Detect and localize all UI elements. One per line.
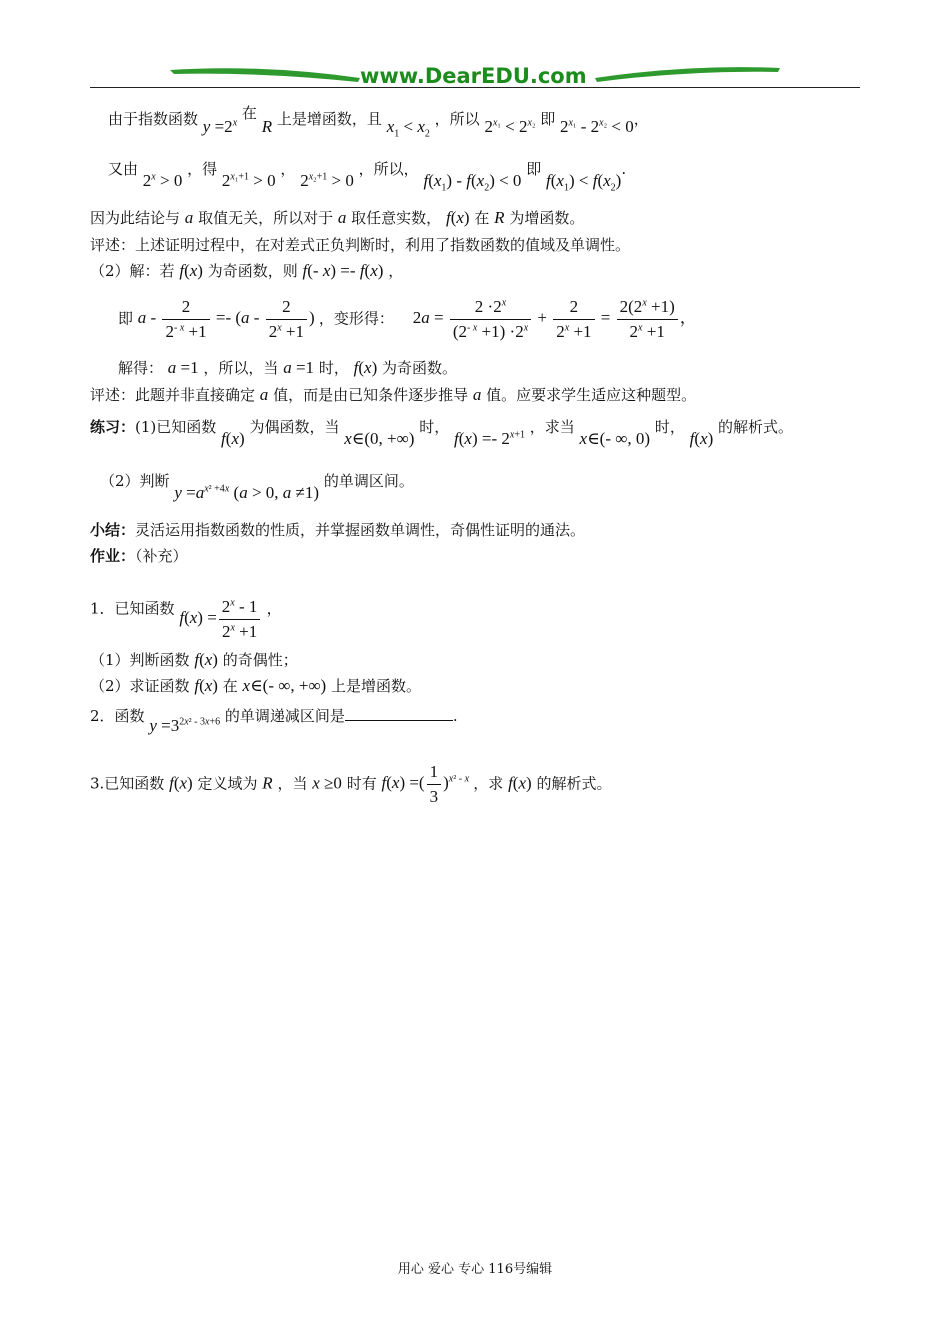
math-y-eq-3-pow: $y =3^{2x^2 - 3x+6}$ (149, 716, 221, 735)
math-odd-def: f(- x) =- f(x) (302, 261, 384, 280)
text: 解得： (118, 359, 164, 377)
comment-1: 评述：上述证明过程中，在对差式正负判断时，利用了指数函数的值域及单调性。 (90, 236, 631, 254)
homework-header (90, 545, 188, 566)
practice-2 (100, 470, 414, 502)
text: . (452, 707, 458, 725)
text: 的奇偶性； (222, 651, 298, 669)
math-x-in-pos: x∈(0, +∞) (344, 429, 415, 448)
homework-q1b (90, 675, 421, 696)
math-x-ge-0: x ≥0 (312, 773, 342, 793)
text: ，当 (277, 774, 308, 793)
text: 时， (419, 418, 450, 436)
homework-note: （补充） (135, 547, 188, 565)
text: 3.已知函数 (90, 774, 165, 793)
math-2x1-lt-2x2: $2^{x_1} < 2^{x_2}$ (484, 117, 536, 136)
text: 因为此结论与 (90, 209, 181, 227)
line-part2-equation (118, 295, 697, 344)
math-R: R (494, 208, 505, 227)
text: 又由 (108, 160, 139, 178)
header-site-name: www.DearEDU.com (360, 64, 587, 88)
text: 的解析式。 (536, 774, 612, 793)
text: 2．函数 (90, 707, 145, 725)
text: 的单调递减区间是 (224, 707, 345, 725)
text: ，变形得： (318, 309, 394, 328)
text: 即 (526, 160, 542, 178)
summary (90, 519, 585, 540)
math-fx: f(x) (689, 429, 714, 448)
text: 即 (540, 110, 556, 128)
text: 评述：此题并非直接确定 (90, 386, 256, 404)
math-fx: f(x) (508, 773, 532, 793)
math-a-eq-1: a =1 (283, 358, 315, 377)
homework-label: 作业： (90, 547, 136, 565)
text: 在 (474, 209, 490, 227)
text: 值。应要求学生适应这种题型。 (486, 386, 697, 404)
text: ， (266, 599, 282, 618)
math-y-eq-a-pow: $y =a^{x^2 +4x}$ (a > 0, a ≠1) (174, 483, 320, 502)
math-fx: f(x) (194, 676, 218, 695)
text: （2）解：若 (90, 262, 175, 280)
text: ，求 (473, 774, 504, 793)
homework-q1 (90, 585, 282, 641)
text: 取任意实数， (351, 209, 442, 227)
math-a-eq-1: a =1 (167, 358, 199, 377)
homework-q3 (90, 760, 611, 809)
math-fx: f(x) (179, 261, 203, 280)
math-y-eq-2x: $y =2^x$ (202, 117, 238, 136)
math-fx: f(x) (353, 358, 378, 377)
homework-q2 (90, 705, 458, 735)
text: ，得 (187, 160, 218, 178)
practice-1 (90, 416, 794, 448)
header-banner (90, 62, 860, 90)
math-fx1-minus-fx2: $f(x_1) - f(x_2) < 0$ (423, 171, 522, 194)
math-q1-function: f(x) = $\frac{2^x - 1}{2^x +1}$ (179, 608, 266, 627)
text: 值，而是由已知条件逐步推导 (273, 386, 469, 404)
text: 在 (222, 677, 238, 695)
text: 时， (654, 418, 685, 436)
text: ， (388, 262, 404, 280)
line-proof-1: 由于指数函数 $y =2^x$ 在 R 上是增函数，且 $x_1 < x_2$ ，所以 $2^{x_1} < 2^{x_2}$ 即 $2^{x_1} - 2^{x_2} < 0$， (108, 104, 649, 140)
text: 在 (241, 104, 257, 122)
text: 取值无关，所以对于 (198, 209, 334, 227)
text: （2）判断 (100, 472, 170, 490)
text: 为奇函数。 (382, 359, 458, 377)
text: 的单调区间。 (323, 472, 414, 490)
math-fx: f(x) (445, 208, 470, 227)
text: 定义域为 (197, 774, 258, 793)
text: 1．已知函数 (90, 599, 175, 618)
text: 为偶函数，当 (249, 418, 340, 436)
summary-text: 灵活运用指数函数的性质，并掌握函数单调性，奇偶性证明的通法。 (135, 521, 586, 539)
practice-label: 练习： (90, 418, 136, 436)
text: 为增函数。 (509, 209, 585, 227)
math-fx: f(x) (221, 429, 245, 448)
line-part2-solution (118, 357, 457, 378)
line-proof-2: 又由 $2^x > 0$ ，得 $2^{x_1+1} > 0$ ， $2^{x_2+1} > 0$ ，所以， $f(x_1) - f(x_2) < 0$ 即 $f(x_1) < f(x_2)$. (108, 160, 627, 194)
text: 即 (118, 309, 134, 328)
math-fx1-lt-fx2: $f(x_1) < f(x_2)$ (546, 171, 622, 194)
text: 的解析式。 (718, 418, 794, 436)
answer-blank[interactable] (345, 706, 453, 721)
text: 上是增函数。 (331, 677, 422, 695)
text: 时有 (346, 774, 377, 793)
header-rule (90, 87, 860, 88)
math-R: R (262, 773, 273, 793)
text: (1)已知函数 (135, 418, 217, 436)
math-fx-def: $f(x) =- 2^{x+1}$ (454, 429, 525, 448)
math-2x-gt-0: $2^x > 0$ (142, 171, 183, 190)
text: （2）求证函数 (90, 677, 190, 695)
math-q3-function: f(x) =( $\frac{1}{3}$ )$^{x^2 - x}$ (381, 773, 473, 792)
math-x-in-R: x∈(- ∞, +∞) (242, 676, 327, 695)
line-conclusion (90, 207, 584, 228)
text: 上是增函数，且 (276, 110, 382, 128)
math-2x2p1-gt-0: $2^{x_2+1} > 0$ (300, 171, 354, 190)
math-odd-equation: a - $\frac{2}{2^{- x} +1}$ =- (a - $\frac{2}{2^x +1}$ ) (138, 308, 319, 327)
text: （1）判断函数 (90, 651, 190, 669)
math-2x1p1-gt-0: $2^{x_1+1} > 0$ (221, 171, 276, 190)
math-x-in-neg: x∈(- ∞, 0) (579, 429, 651, 448)
text: ，求当 (529, 418, 575, 436)
text: 由于指数函数 (108, 110, 199, 128)
comment-2 (90, 384, 696, 405)
text: 为奇函数，则 (207, 262, 298, 280)
footer-text: 用心 爱心 专心 116号编辑 (397, 1262, 553, 1277)
text: ， (280, 160, 296, 178)
math-fx: f(x) (169, 773, 193, 793)
math-diff-lt-0: $2^{x_1} - 2^{x_2} < 0$ (560, 117, 634, 136)
summary-label: 小结： (90, 521, 136, 539)
text: ，所以，当 (203, 359, 279, 377)
math-x1-lt-x2: $x_1 < x_2$ (386, 117, 430, 140)
homework-q1a (90, 649, 298, 670)
math-a: a (337, 208, 347, 227)
math-fx: f(x) (194, 650, 218, 669)
text: ，所以 (434, 110, 480, 128)
math-a: a (184, 208, 194, 227)
math-a: a (259, 385, 269, 404)
text: ，所以， (358, 160, 419, 178)
line-part2-intro (90, 260, 403, 281)
text: 时， (318, 359, 349, 377)
math-transformed-equation: 2a = $\frac{2 \cdot 2^x}{(2^{- x} +1) \cdot 2^x}$ + $\frac{2}{2^x +1}$ = $\frac{2(2^x +1)}{2^x +1}$ ， (413, 308, 697, 327)
math-a: a (472, 385, 482, 404)
math-R: R (261, 117, 273, 136)
